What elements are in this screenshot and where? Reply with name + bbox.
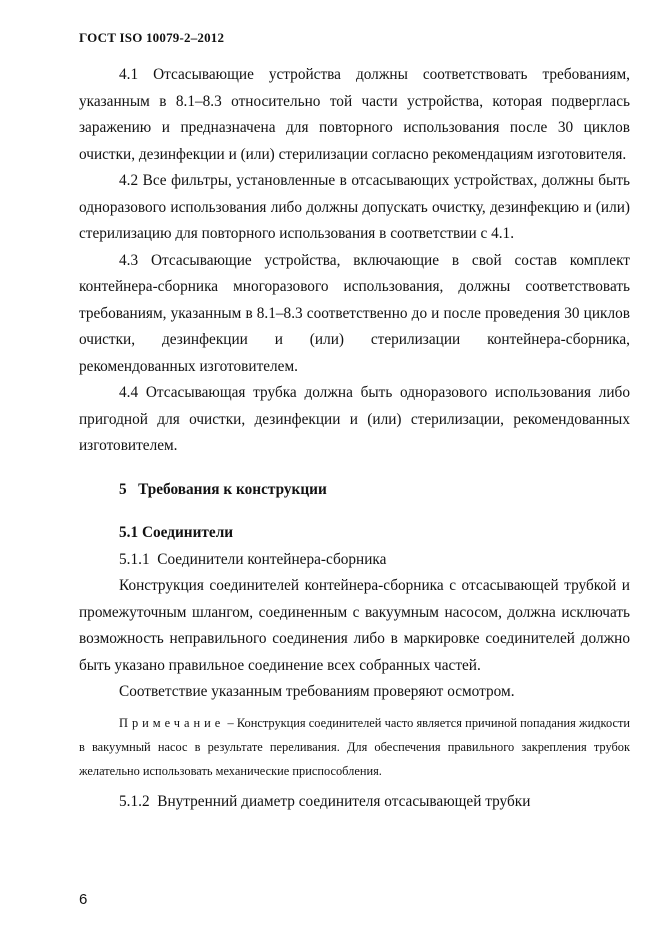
note-text: – Конструкция соединителей часто является причиной попадания жидкости в вакуумный насос в результате переливания. Для обеспечения правильного закрепления трубок желательно использовать механические приспособления. [79, 715, 630, 778]
page-number: 6 [79, 891, 88, 908]
item-5-1-1-title: 5.1.1 Соединители контейнера-сборника [119, 550, 387, 568]
paragraph-construction: Конструкция соединителей контейнера-сборника с отсасывающей трубкой и промежуточным шлангом, соединенным с вакуумным насосом, должна исключать возможность неправильного соединения либо в маркировке соединителей должно быть указано правильное соединение всех собранных частей. [79, 577, 630, 674]
paragraph-check: Соответствие указанным требованиям проверяют осмотром. [119, 683, 515, 700]
document-header: ГОСТ ISO 10079-2–2012 [79, 30, 225, 45]
paragraph-4-1: 4.1 Отсасывающие устройства должны соответствовать требованиям, указанным в 8.1–8.3 относительно той части устройства, которая подверглась заражению и предназначена для повторного использования после 30 циклов очистки, дезинфекции и (или) стерилизации согласно рекомендациям изготовителя. [79, 66, 630, 163]
note [79, 711, 630, 783]
section-5-heading: 5 Требования к конструкции [119, 480, 327, 498]
item-5-1-2-title: 5.1.2 Внутренний диаметр соединителя отсасывающей трубки [119, 792, 531, 810]
note-label: Примечание [119, 715, 225, 730]
paragraph-4-3: 4.3 Отсасывающие устройства, включающие в свой состав комплект контейнера-сборника многоразового использования, должны соответствовать требованиям, указанным в 8.1–8.3 соответственно до и после проведения 30 циклов очистки, дезинфекции и (или) стерилизации контейнера-сборника, рекомендованных изготовителем. [79, 251, 630, 375]
document-body [79, 62, 630, 815]
paragraph-4-2: 4.2 Все фильтры, установленные в отсасывающих устройствах, должны быть одноразового использования либо должны допускать очистку, дезинфекцию и (или) стерилизацию для повторного использования в соответствии с 4.1. [79, 172, 630, 242]
paragraph-4-4: 4.4 Отсасывающая трубка должна быть одноразового использования либо пригодной для очистки, дезинфекции и (или) стерилизации, рекомендованных изготовителем. [79, 384, 630, 454]
section-5-1-heading: 5.1 Соединители [119, 524, 234, 541]
